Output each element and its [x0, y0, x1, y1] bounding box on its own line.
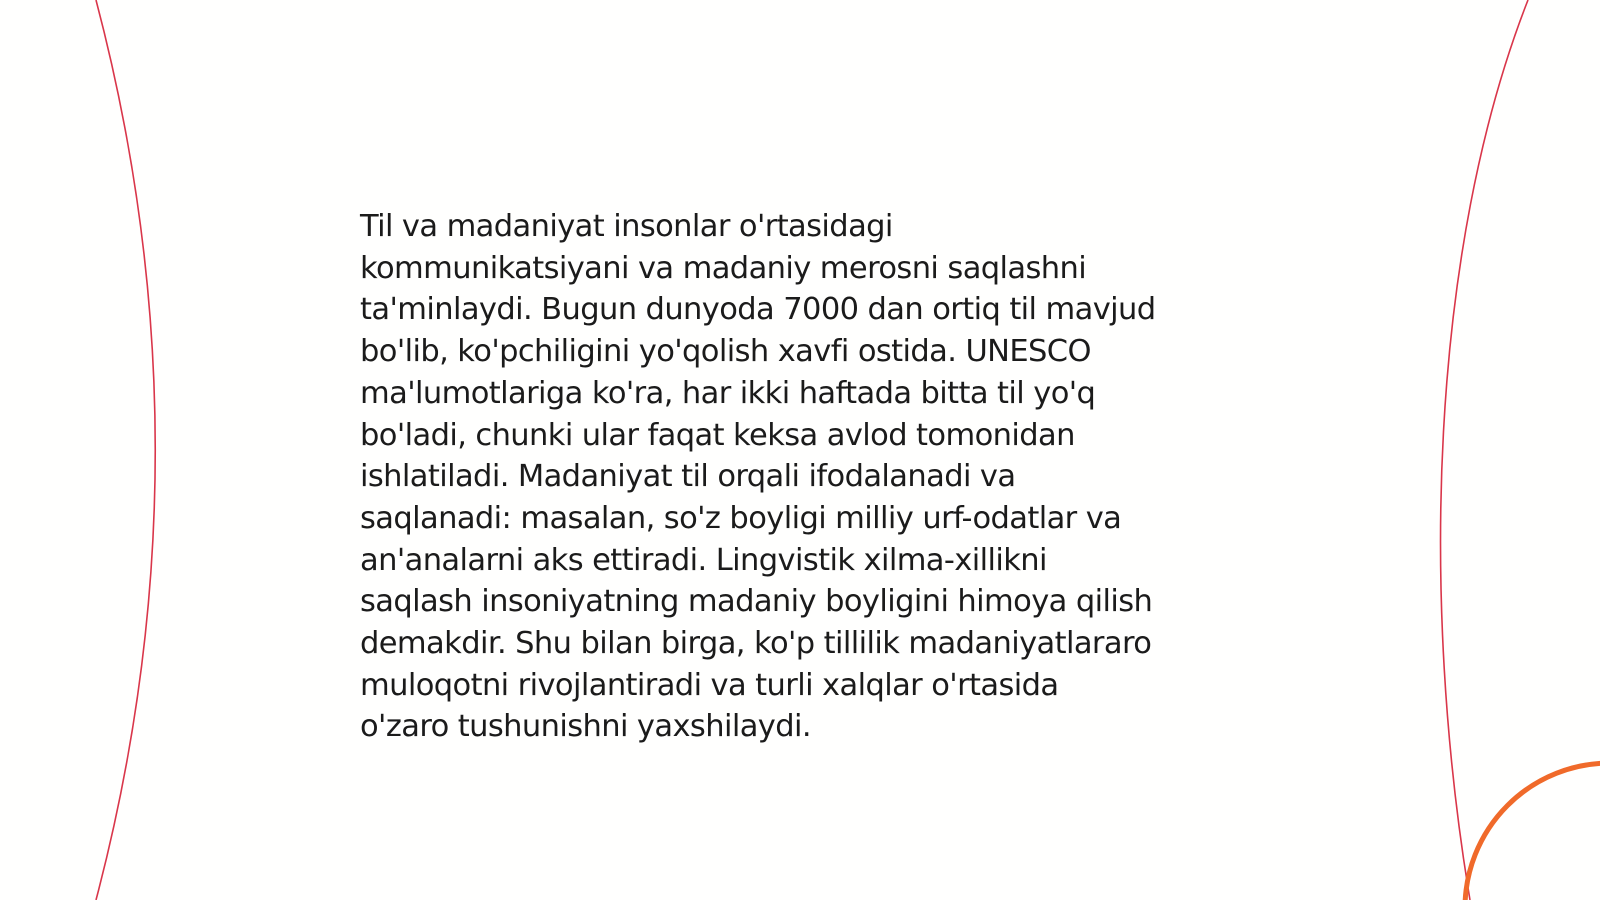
- slide-body-text: Til va madaniyat insonlar o'rtasidagi kommunikatsiyani va madaniy merosni saqlashni ta'minlaydi. Bugun dunyoda 7000 dan ortiq til mavjud bo'lib, ko'pchiligini yo'qolish xavfi ostida. UNESCO ma'lumotlariga ko'ra, har ikki haftada bitta til yo'q bo'ladi, chunki ular faqat keksa avlod tomonidan ishlatiladi. Madaniyat til orqali ifodalanadi va saqlanadi: masalan, so'z boyligi milliy urf-odatlar va an'analarni aks ettiradi. Lingvistik xilma-xillikni saqlash insoniyatning madaniy boyligini himoya qilish demakdir. Shu bilan birga, ko'p tillilik madaniyatlararo muloqotni rivojlantiradi va turli xalqlar o'rtasida o'zaro tushunishni yaxshilaydi.: [360, 209, 1156, 745]
- orange-circle-accent: [1465, 763, 1600, 900]
- left-arc-line: [96, 0, 155, 900]
- right-arc-line: [1441, 0, 1528, 900]
